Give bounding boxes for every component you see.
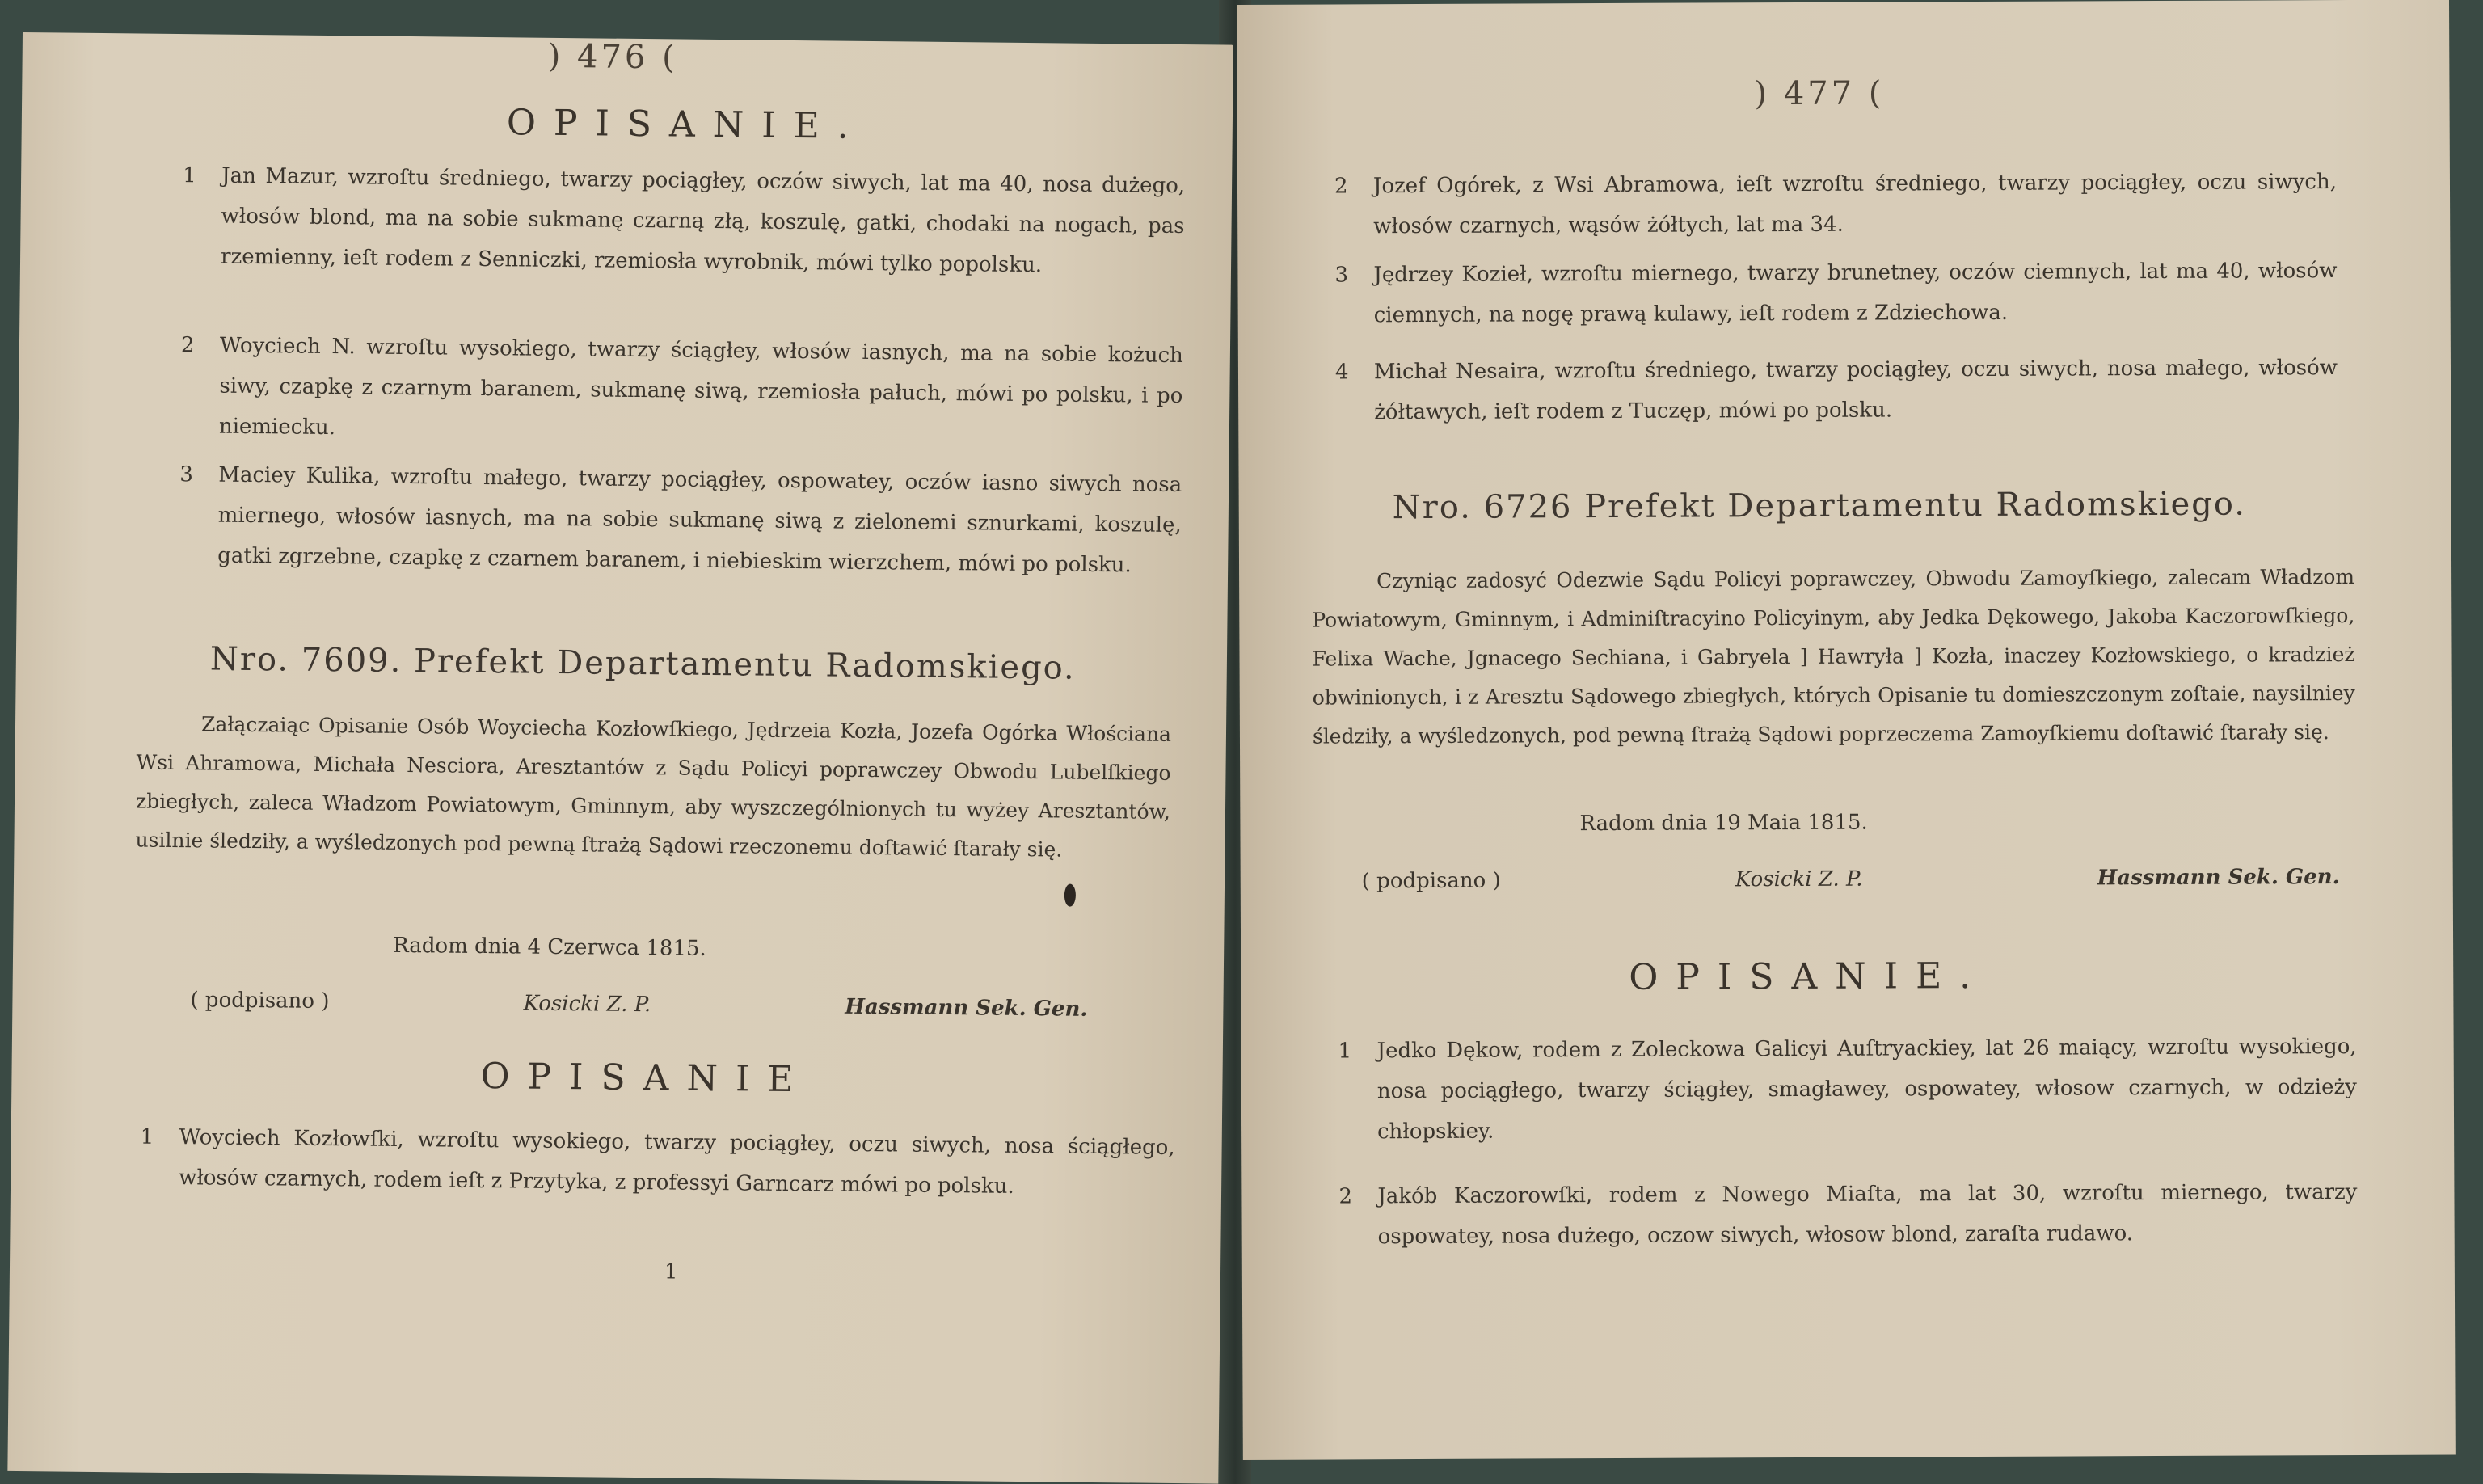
entry-number: 2	[180, 333, 195, 358]
description-entry	[179, 454, 1182, 586]
entry-text: Jozef Ogórek, z Wsi Abramowa, ieſt wzroſtu średniego, twarzy pociągłey, oczu siwych, włosów czarnych, wąsów żółtych, lat ma 34.	[1372, 170, 2338, 239]
entry-text: Michał Nesaira, wzroſtu średniego, twarzy pociągłey, oczu siwych, nosa małego, włosów żółtawych, ieſt rodem z Tuczęp, mówi po polsku.	[1373, 356, 2338, 425]
entry-number: 1	[182, 163, 196, 188]
ink-stain	[1064, 884, 1076, 907]
entry-text: Jakób Kaczorowſki, rodem z Nowego Miaſta, ma lat 30, wzroſtu miernego, twarzy ospowatey, nosa dużego, oczow siwych, włosow blond, zaraſta rudawo.	[1377, 1179, 2358, 1250]
section-heading: OPISANIE.	[506, 102, 867, 147]
entry-text: Woyciech N. wzroſtu wysokiego, twarzy ściągłey, włosów iasnych, ma na sobie kożuch siwy, czapkę z czarnym baranem, sukmanę siwą, rzemiosła pałuch, mówi po polsku, i po niemiecku.	[218, 333, 1184, 441]
description-entry	[1335, 348, 2338, 432]
section-heading: OPISANIE	[480, 1056, 812, 1101]
secretary-signature: Hassmann Sek. Gen.	[2097, 865, 2340, 891]
entry-number: 2	[1338, 1184, 1353, 1209]
entry-number: 2	[1334, 174, 1348, 199]
signed-label: ( podpisano )	[190, 988, 330, 1014]
description-entry	[140, 1117, 1175, 1208]
decree-date: Radom dnia 19 Maia 1815.	[1579, 810, 1868, 837]
entry-text: Woyciech Kozłowſki, wzroſtu wysokiego, twarzy pociągłey, oczu siwych, nosa ściągłego, włosów czarnych, rodem ieſt z Przytyka, z professyi Garncarz mówi po polsku.	[179, 1125, 1175, 1199]
entry-number: 1	[1338, 1039, 1352, 1064]
right-page	[1237, 0, 2456, 1460]
entry-text: Maciey Kulika, wzroſtu małego, twarzy pociągłey, ospowatey, oczów iasno siwych nosa miernego, włosów iasnych, ma na sobie sukmanę siwą z zielonemi sznurkami, koszulę, gatki zgrzebne, czapkę z czarnem baranem, i niebieskim wierzchem, mówi po polsku.	[217, 462, 1182, 578]
description-entry	[1338, 1172, 2357, 1257]
entry-text: Jan Mazur, wzroſtu średniego, twarzy pociągłey, oczów siwych, lat ma 40, nosa dużego, włosów blond, ma na sobie sukmanę czarną złą, koszulę, gatki, chodaki na nogach, pas rzemienny, ieſt rodem z Senniczki, rzemiosła wyrobnik, mówi tylko popolsku.	[220, 163, 1186, 278]
entry-text: Jędrzey Kozieł, wzroſtu miernego, twarzy brunetney, oczów ciemnych, lat ma 40, włosów ciemnych, na nogę prawą kulawy, ieſt rodem z Zdziechowa.	[1373, 259, 2338, 328]
signed-label: ( podpisano )	[1361, 868, 1501, 894]
entry-number: 3	[1334, 263, 1349, 288]
section-heading: OPISANIE.	[1629, 955, 1989, 998]
decree-heading: Nro. 7609. Prefekt Departamentu Radomskiego.	[209, 640, 1077, 687]
decree-date: Radom dnia 4 Czerwca 1815.	[393, 933, 706, 961]
decree-paragraph: Czyniąc zadosyć Odezwie Sądu Policyi poprawczey, Obwodu Zamoyſkiego, zalecam Władzom Powiatowym, Gminnym, i Adminiſtracyino Policyinym, aby Jedka Dękowego, Jakoba Kaczorowſkiego, Felixa Wache, Jgnacego Sechiana, i Gabryela ] Hawryła ] Kozła, inaczey Kozłowskiego, o kradzież obwinionych, i z Aresztu Sądowego zbiegłych, których Opisanie tu domieszczonym zoſtaie, naysilniey śledziły, a wyśledzonych, pod pewną ſtrażą Sądowi poprzeczema Zamoyſkiemu doſtawić ſtarały się.	[1312, 564, 2355, 748]
description-entry	[1334, 162, 2337, 247]
entry-number: 1	[140, 1124, 154, 1149]
signature-line	[190, 988, 1087, 1022]
signature-line	[1362, 865, 2340, 893]
page-number: ) 476 (	[547, 37, 678, 77]
description-entry	[1334, 251, 2337, 335]
decree-heading: Nro. 6726 Prefekt Departamentu Radomskiego.	[1392, 485, 2247, 527]
secretary-signature: Hassmann Sek. Gen.	[845, 994, 1088, 1022]
left-page	[7, 32, 1233, 1484]
prefect-signature: Kosicki Z. P.	[1735, 866, 1863, 892]
page-number: ) 477 (	[1754, 74, 1885, 113]
footer-mark: 1	[664, 1259, 678, 1284]
description-entry	[182, 155, 1186, 287]
description-entry	[180, 325, 1184, 457]
decree-paragraph: Załączaiąc Opisanie Osób Woyciecha Kozłowſkiego, Jędrzeia Kozła, Jozefa Ogórka Włościana Wsi Ahramowa, Michała Nesciora, Aresztantów z Sądu Policyi poprawczey Obwodu Lubelſkiego zbiegłych, zaleca Władzom Powiatowym, Gminnym, aby wyszczególnionych tu wyżey Aresztantów, usilnie śledziły, a wyśledzonych pod pewną ſtrażą Sądowi rzeczonemu doſtawić ſtarały się.	[135, 712, 1172, 862]
entry-text: Jedko Dękow, rodem z Zoleckowa Galicyi Auſtryackiey, lat 26 maiący, wzroſtu wysokiego, nosa pociągłego, twarzy ściągłey, smagławey, ospowatey, włosow czarnych, w odzieży chłopskiey.	[1376, 1034, 2357, 1145]
description-entry	[1338, 1027, 2358, 1152]
entry-number: 4	[1334, 360, 1349, 385]
entry-number: 3	[179, 462, 193, 487]
prefect-signature: Kosicki Z. P.	[523, 991, 651, 1018]
